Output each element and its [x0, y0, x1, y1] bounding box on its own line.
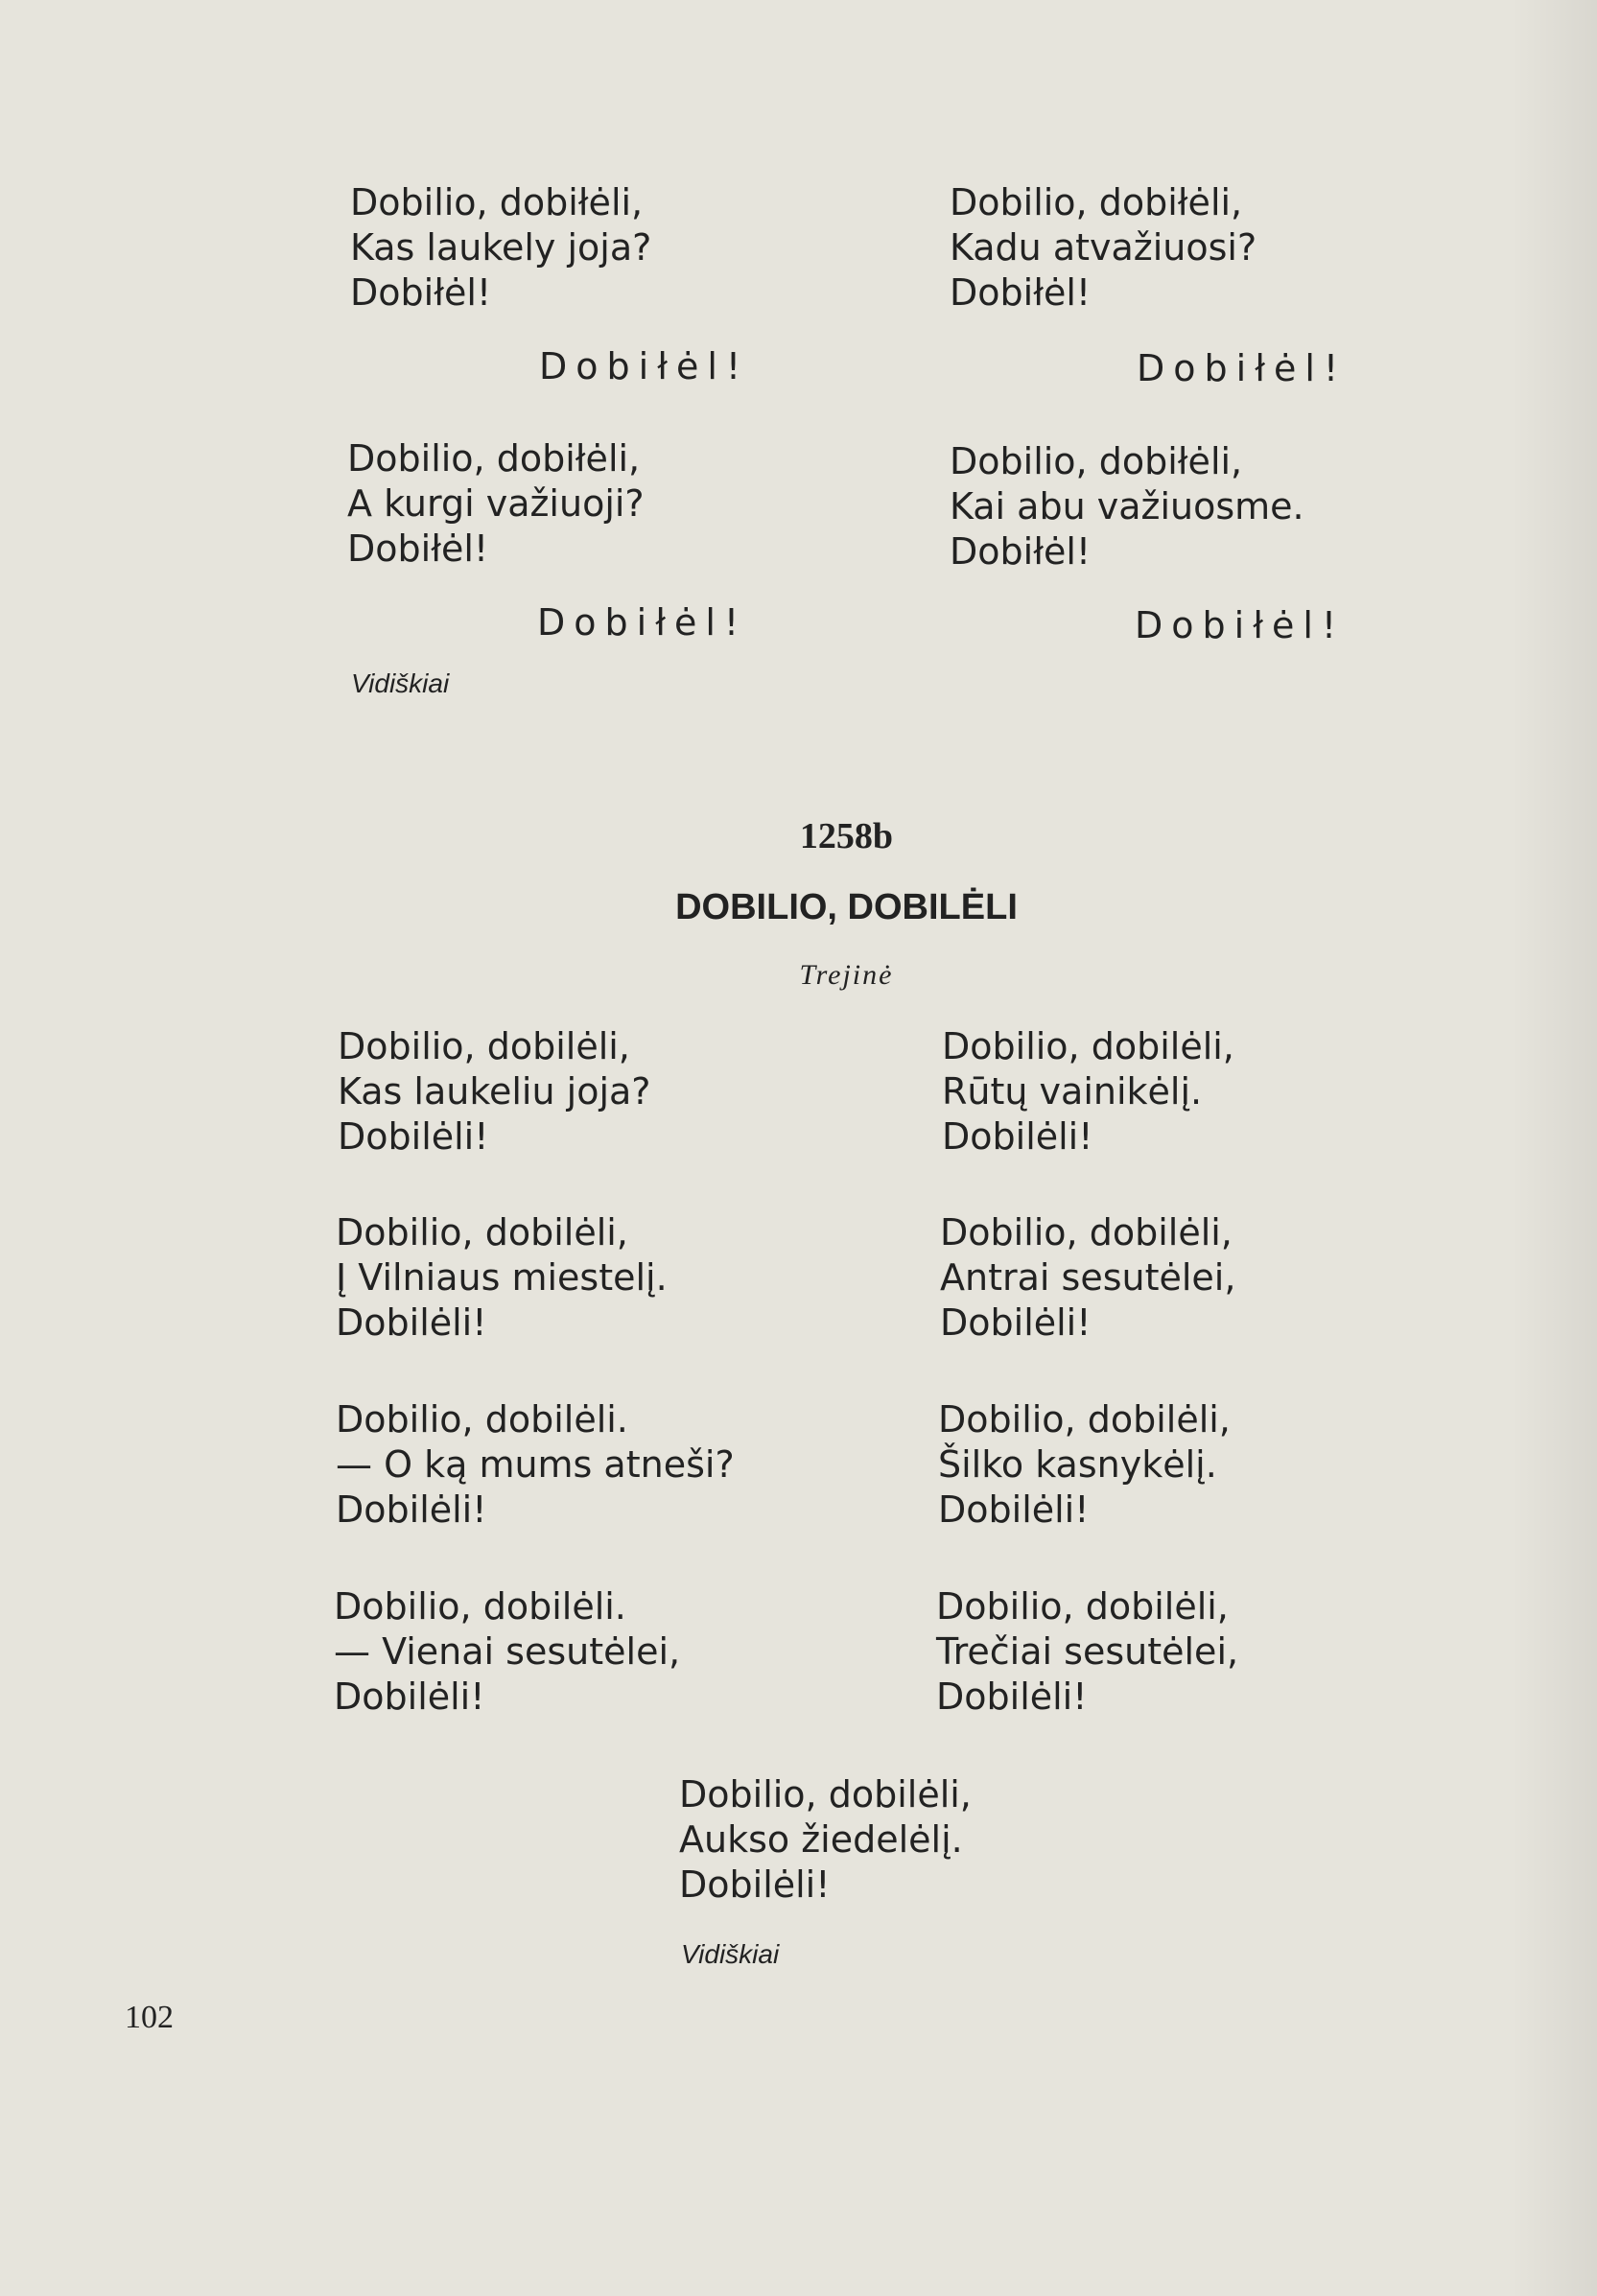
song-verse-7: Dobilio, dobilėli. — Vienai sesutėlei, Dobilėli! — [334, 1585, 681, 1718]
top-verse-4: Dobilio, dobiłėli, Kai abu važiuosme. Dobiłėl! — [950, 440, 1304, 573]
top-refrain-3: Dobiłėl! — [537, 601, 748, 644]
top-refrain-4: Dobiłėl! — [1135, 604, 1346, 646]
page-number: 102 — [125, 2000, 174, 2035]
song-place: Vidiškiai — [681, 1939, 780, 1969]
song-verse-8: Dobilio, dobilėli, Trečiai sesutėlei, Dobilėli! — [936, 1585, 1239, 1718]
song-verse-4: Dobilio, dobilėli, Antrai sesutėlei, Dobilėli! — [940, 1211, 1236, 1344]
top-refrain-1: Dobiłėl! — [539, 345, 750, 387]
song-subtitle: Trejinė — [799, 959, 894, 991]
top-refrain-2: Dobiłėl! — [1137, 347, 1348, 389]
page-edge-shadow — [1511, 0, 1597, 2296]
top-verse-3: Dobilio, dobiłėli, A kurgi važiuoji? Dobiłėl! — [347, 437, 645, 570]
song-verse-1: Dobilio, dobilėli, Kas laukeliu joja? Dobilėli! — [338, 1025, 651, 1158]
top-place: Vidiškiai — [351, 668, 450, 698]
top-verse-1: Dobilio, dobiłėli, Kas laukely joja? Dobiłėl! — [350, 181, 652, 314]
top-verse-2: Dobilio, dobiłėli, Kadu atvažiuosi? Dobiłėl! — [950, 181, 1257, 314]
song-verse-2: Dobilio, dobilėli, Rūtų vainikėlį. Dobilėli! — [942, 1025, 1234, 1158]
song-title: DOBILIO, DOBILĖLI — [675, 887, 1018, 927]
song-verse-6: Dobilio, dobilėli, Šilko kasnykėlį. Dobilėli! — [938, 1398, 1231, 1531]
song-verse-9: Dobilio, dobilėli, Aukso žiedelėlį. Dobilėli! — [679, 1773, 972, 1906]
song-number: 1258b — [799, 816, 894, 856]
song-verse-3: Dobilio, dobilėli, Į Vilniaus miestelį. Dobilėli! — [336, 1211, 668, 1344]
song-verse-5: Dobilio, dobilėli. — O ką mums atneši? Dobilėli! — [336, 1398, 735, 1531]
